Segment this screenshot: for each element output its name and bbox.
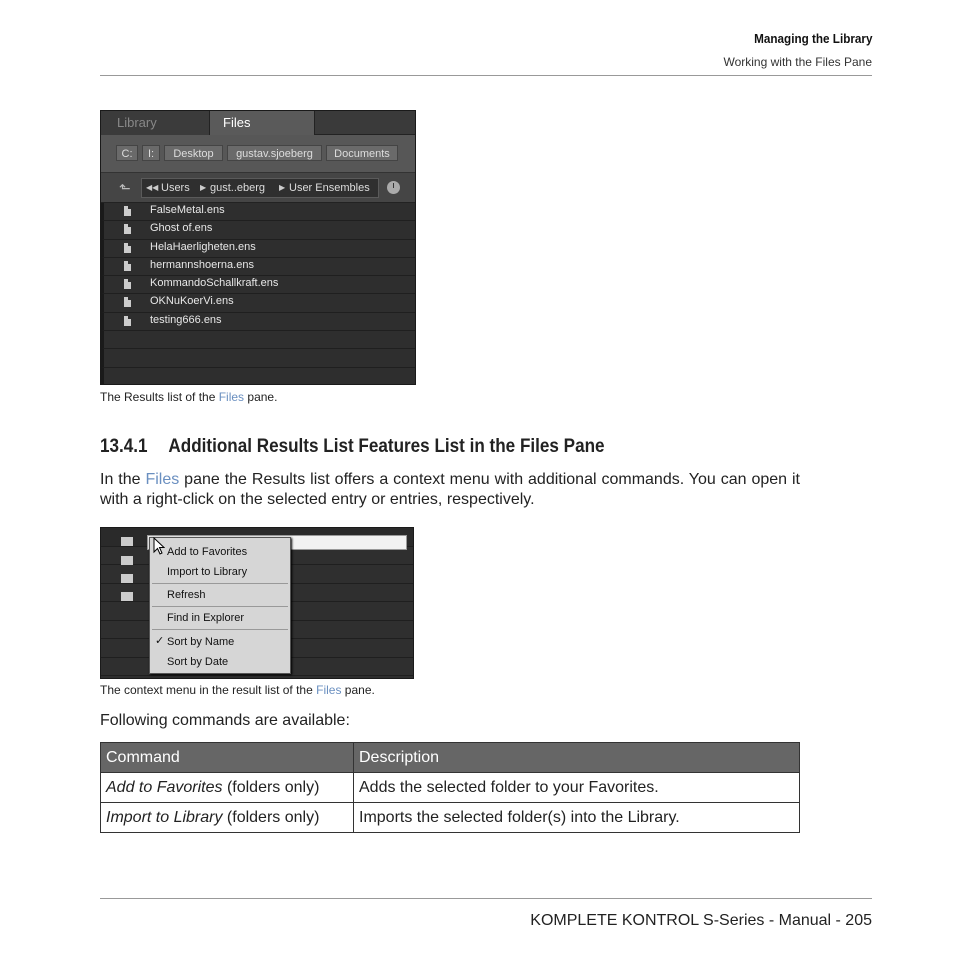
recent-clock-icon[interactable] (387, 181, 400, 194)
location-desktop-button[interactable]: Desktop (164, 145, 223, 161)
table-row (101, 803, 800, 833)
location-user-button[interactable]: gustav.sjoeberg (227, 145, 322, 161)
files-pane-screenshot (100, 110, 416, 385)
breadcrumb-user-ensembles[interactable]: User Ensembles (289, 182, 370, 194)
back-arrows-icon[interactable]: ◀◀ (146, 183, 159, 192)
menu-separator (152, 629, 288, 630)
intro-paragraph: In the Files pane the Results list offers a context menu with additional commands. You can open it with a right-click on the selected entry or entries, respectively. (100, 471, 801, 508)
menu-item-import-to-library[interactable]: Import to Library (167, 566, 248, 578)
context-menu-screenshot (100, 527, 414, 679)
folder-up-icon[interactable]: ⬑ (119, 180, 131, 196)
location-i-button[interactable]: I: (142, 145, 160, 161)
table-header-row (101, 743, 800, 773)
folder-icon (121, 574, 133, 583)
tab-library[interactable]: Library (101, 111, 209, 135)
list-item[interactable]: FalseMetal.ens (101, 203, 416, 221)
file-icon (124, 279, 131, 289)
breadcrumb-user[interactable]: gust..eberg (210, 182, 266, 194)
page-footer: KOMPLETE KONTROL S-Series - Manual - 205 (530, 912, 872, 929)
figure-caption-1: The Results list of the Files pane. (100, 390, 278, 404)
description-cell: Adds the selected folder to your Favorites. (354, 773, 800, 803)
list-item[interactable]: HelaHaerligheten.ens (101, 240, 416, 258)
context-menu (149, 537, 291, 674)
menu-item-sort-by-date[interactable]: Sort by Date (167, 656, 229, 668)
folder-icon (121, 592, 133, 601)
results-list (101, 203, 416, 385)
figure-caption-2: The context menu in the result list of the Files pane. (100, 683, 375, 697)
menu-item-sort-by-name[interactable]: Sort by Name (167, 636, 235, 648)
folder-icon (121, 556, 133, 565)
table-row (101, 773, 800, 803)
file-icon (124, 297, 131, 307)
file-icon (124, 261, 131, 271)
running-header-section: Working with the Files Pane (723, 55, 872, 69)
section-heading: 13.4.1 Additional Results List Features List in the Files Pane (100, 436, 605, 457)
breadcrumb-users[interactable]: Users (161, 182, 190, 194)
menu-separator (152, 606, 288, 607)
commands-table (100, 742, 800, 833)
file-icon (124, 224, 131, 234)
empty-row (101, 368, 416, 385)
menu-item-find-in-explorer[interactable]: Find in Explorer (167, 612, 245, 624)
breadcrumb (141, 178, 379, 198)
folder-icon (121, 537, 133, 546)
running-header-chapter: Managing the Library (753, 31, 872, 46)
list-item[interactable]: hermannshoerna.ens (101, 258, 416, 276)
commands-intro: Following commands are available: (100, 712, 350, 729)
menu-item-add-to-favorites[interactable]: Add to Favorites (167, 546, 248, 558)
description-cell: Imports the selected folder(s) into the Library. (354, 803, 800, 833)
command-cell: Import to Library (folders only) (101, 803, 354, 833)
list-item[interactable]: Ghost of.ens (101, 221, 416, 239)
list-item[interactable]: OKNuKoerVi.ens (101, 294, 416, 312)
file-icon (124, 316, 131, 326)
mouse-cursor-icon (153, 537, 165, 555)
menu-separator (152, 583, 288, 584)
menu-item-refresh[interactable]: Refresh (167, 589, 206, 601)
file-icon (124, 243, 131, 253)
file-icon (124, 206, 131, 216)
breadcrumb-arrow-icon: ▶ (200, 183, 207, 192)
tab-bar (101, 111, 416, 135)
breadcrumb-arrow-icon: ▶ (279, 183, 286, 192)
column-header-command: Command (101, 743, 354, 773)
location-documents-button[interactable]: Documents (326, 145, 398, 161)
path-bar (101, 173, 416, 203)
column-header-description: Description (354, 743, 800, 773)
checkmark-icon: ✓ (155, 635, 165, 647)
header-rule (100, 75, 872, 76)
list-item[interactable]: testing666.ens (101, 313, 416, 331)
tab-files[interactable]: Files (209, 111, 315, 135)
location-bar (101, 135, 416, 173)
command-cell: Add to Favorites (folders only) (101, 773, 354, 803)
list-item[interactable]: KommandoSchallkraft.ens (101, 276, 416, 294)
empty-row (101, 349, 416, 367)
footer-rule (100, 898, 872, 899)
location-c-button[interactable]: C: (116, 145, 138, 161)
empty-row (101, 331, 416, 349)
